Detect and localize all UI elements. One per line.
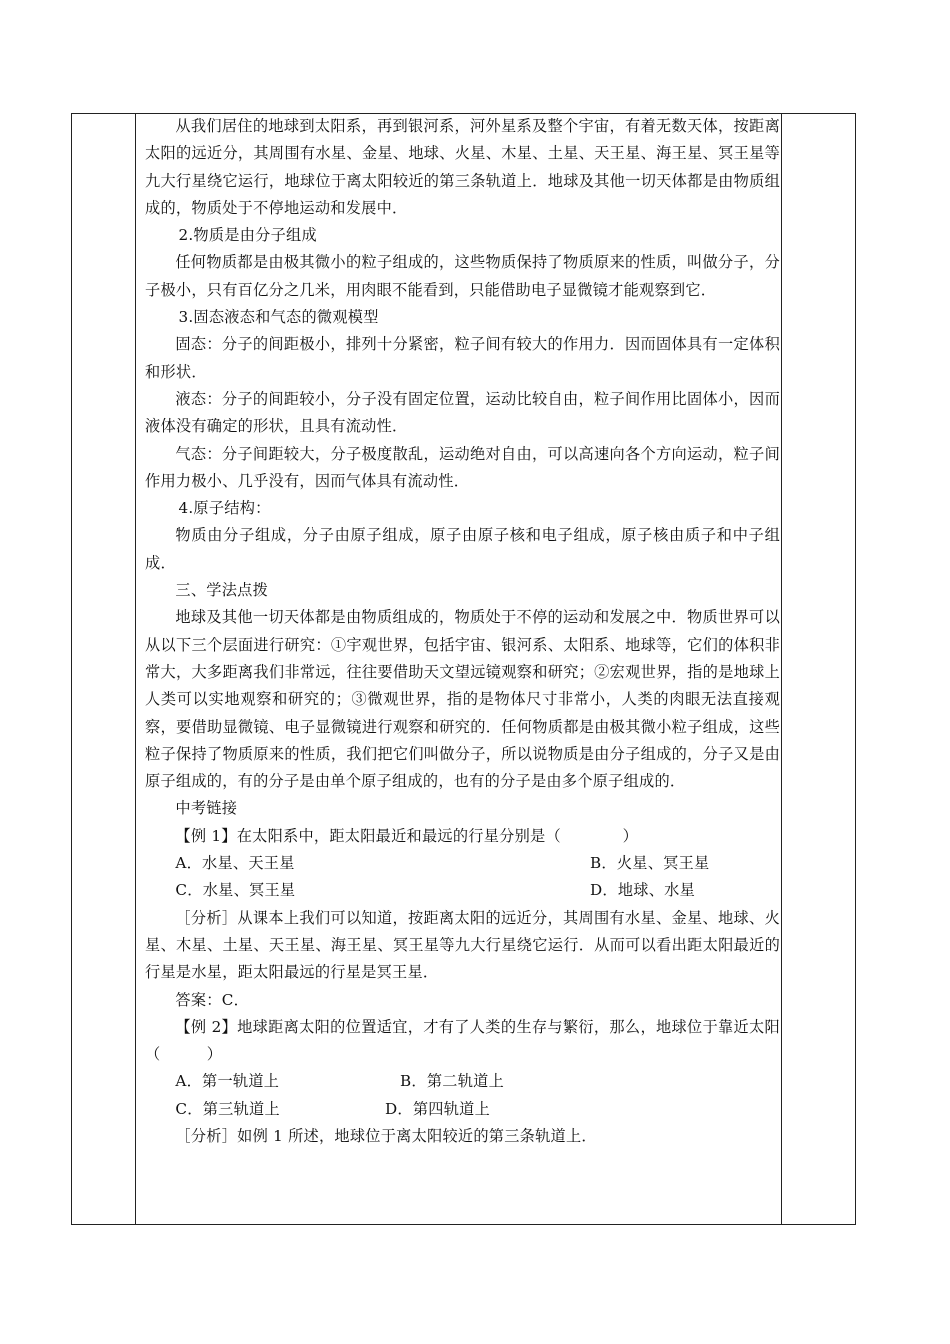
example-1-question: 【例 1】在太阳系中，距太阳最近和最远的行星分别是（ ） xyxy=(175,826,639,845)
column-divider-left xyxy=(135,114,136,1224)
paragraph-molecules: 任何物质都是由极其微小的粒子组成的，这些物质保持了物质原来的性质，叫做分子，分子极小，只有百亿分之几米，用肉眼不能看到，只能借助电子显微镜才能观察到它． xyxy=(145,253,780,299)
heading-atom: 4.原子结构： xyxy=(178,499,271,518)
choice-a: A．第一轨道上 xyxy=(175,1072,280,1091)
example-2-choices-row1 xyxy=(145,1068,780,1095)
paragraph-gas: 气态：分子间距较大，分子极度散乱，运动绝对自由，可以高速向各个方向运动，粒子间作用力极小、几乎没有，因而气体具有流动性． xyxy=(145,444,780,490)
choice-d: D．地球、水星 xyxy=(590,881,696,900)
paragraph-universe: 从我们居住的地球到太阳系，再到银河系，河外星系及整个宇宙，有着无数天体，按距离太阳的远近分，其周围有水星、金星、地球、火星、木星、土星、天王星、海王星、冥王星等九大行星绕它运行，地球位于离太阳较近的第三条轨道上．地球及其他一切天体都是由物质组成的，物质处于不停地运动和发展中． xyxy=(145,117,780,217)
column-divider-right xyxy=(781,114,782,1224)
choice-c: C．第三轨道上 xyxy=(175,1099,280,1118)
example-1-answer: 答案：C． xyxy=(175,990,250,1009)
choice-b: B．火星、冥王星 xyxy=(590,854,710,873)
paragraph-solid: 固态：分子的间距极小，排列十分紧密，粒子间有较大的作用力．因而固体具有一定体积和形状． xyxy=(145,335,780,381)
heading-states: 3.固态液态和气态的微观模型 xyxy=(178,308,379,327)
paragraph-liquid: 液态：分子的间距较小，分子没有固定位置，运动比较自由，粒子间作用比固体小，因而液体没有确定的形状，且具有流动性． xyxy=(145,389,780,436)
heading-molecules: 2.物质是由分子组成 xyxy=(178,226,317,245)
choice-b: B．第二轨道上 xyxy=(400,1072,505,1091)
choice-c: C．水星、冥王星 xyxy=(175,881,296,900)
example-1-choices-row1 xyxy=(145,850,780,877)
section-heading-exam: 中考链接 xyxy=(175,799,238,818)
choice-d: D．第四轨道上 xyxy=(385,1099,491,1118)
content-cell xyxy=(145,113,780,1150)
example-1-analysis: ［分析］从课本上我们可以知道，按距离太阳的远近分，其周围有水星、金星、地球、火星、木星、土星、天王星、海王星、冥王星等九大行星绕它运行．从而可以看出距太阳最近的行星是水星，距太阳最远的行星是冥王星． xyxy=(145,908,780,982)
example-1-choices-row2 xyxy=(145,877,780,904)
paragraph-method: 地球及其他一切天体都是由物质组成的，物质处于不停的运动和发展之中．物质世界可以从以下三个层面进行研究：①宇观世界，包括宇宙、银河系、太阳系、地球等，它们的体积非常大，大多距离我们非常远，往往要借助天文望远镜观察和研究；②宏观世界，指的是地球上人类可以实地观察和研究的；③微观世界，指的是物体尺寸非常小，人类的肉眼无法直接观察，要借助显微镜、电子显微镜进行观察和研究的．任何物质都是由极其微小粒子组成，这些粒子保持了物质原来的性质，我们把它们叫做分子，所以说物质是由分子组成的，分子又是由原子组成的，有的分子是由单个原子组成的，也有的分子是由多个原子组成的． xyxy=(145,608,780,791)
paragraph-atom: 物质由分子组成，分子由原子组成，原子由原子核和电子组成，原子核由质子和中子组成． xyxy=(145,526,780,572)
example-2-choices-row2 xyxy=(145,1096,780,1123)
choice-a: A．水星、天王星 xyxy=(175,854,295,873)
example-2-analysis: ［分析］如例 1 所述，地球位于离太阳较近的第三条轨道上． xyxy=(175,1126,597,1145)
example-2-question: 【例 2】地球距离太阳的位置适宜，才有了人类的生存与繁衍，那么，地球位于靠近太阳（ ） xyxy=(145,1017,780,1064)
section-heading-method: 三、学法点拨 xyxy=(175,581,269,600)
